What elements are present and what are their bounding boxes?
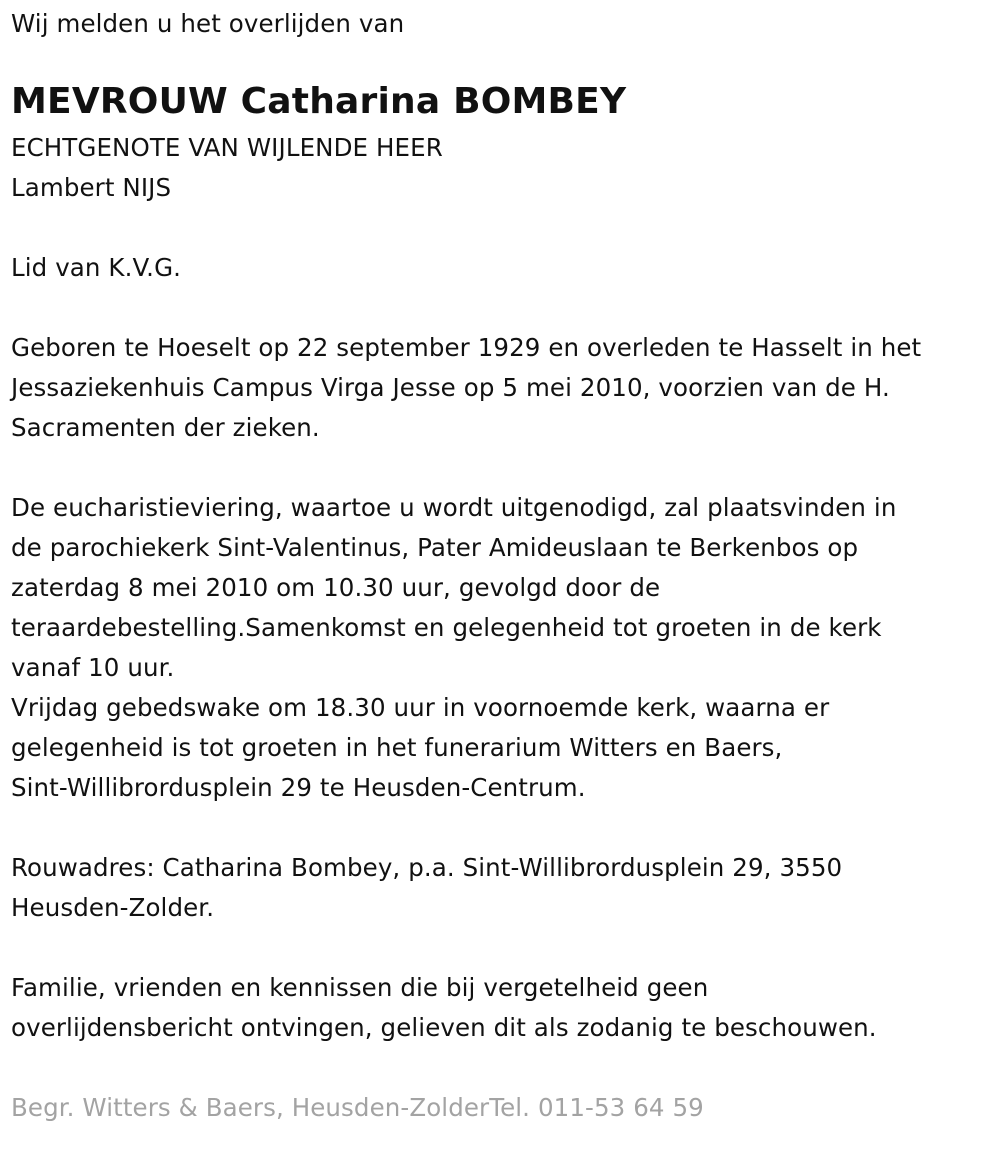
paragraph-line: zaterdag 8 mei 2010 om 10.30 uur, gevolgd door de: [11, 573, 661, 602]
paragraph-line: Familie, vrienden en kennissen die bij vergetelheid geen: [11, 973, 709, 1002]
paragraph-line: De eucharistieviering, waartoe u wordt uitgenodigd, zal plaatsvinden in: [11, 493, 897, 522]
spacer: [11, 208, 991, 248]
paragraph-line: Sint-Willibrordusplein 29 te Heusden-Centrum.: [11, 773, 586, 802]
paragraph-line: de parochiekerk Sint-Valentinus, Pater Amideuslaan te Berkenbos op: [11, 533, 859, 562]
ceremony-paragraph: [11, 488, 991, 808]
paragraph-line: Sacramenten der zieken.: [11, 413, 320, 442]
relation-line: ECHTGENOTE VAN WIJLENDE HEER: [11, 133, 443, 162]
spacer: [11, 448, 991, 488]
paragraph-line: gelegenheid is tot groeten in het funerarium Witters en Baers,: [11, 733, 783, 762]
paragraph-line: overlijdensbericht ontvingen, gelieven dit als zodanig te beschouwen.: [11, 1013, 877, 1042]
address-paragraph: [11, 848, 991, 928]
paragraph-line: Heusden-Zolder.: [11, 893, 215, 922]
spouse-name: Lambert NIJS: [11, 173, 172, 202]
birth-death-paragraph: [11, 328, 991, 448]
paragraph-line: vanaf 10 uur.: [11, 653, 175, 682]
funeral-home-footer: Begr. Witters & Baers, Heusden-ZolderTel. 011-53 64 59: [11, 1093, 704, 1122]
paragraph-line: Vrijdag gebedswake om 18.30 uur in voornoemde kerk, waarna er: [11, 693, 830, 722]
intro-text: Wij melden u het overlijden van: [11, 9, 405, 38]
paragraph-line: Jessaziekenhuis Campus Virga Jesse op 5 mei 2010, voorzien van de H.: [11, 373, 890, 402]
paragraph-line: Geboren te Hoeselt op 22 september 1929 en overleden te Hasselt in het: [11, 333, 922, 362]
paragraph-line: teraardebestelling.Samenkomst en gelegenheid tot groeten in de kerk: [11, 613, 882, 642]
deceased-name: MEVROUW Catharina BOMBEY: [11, 81, 627, 122]
spacer: [11, 928, 991, 968]
spacer: [11, 288, 991, 328]
spacer: [11, 1048, 991, 1088]
membership-text: Lid van K.V.G.: [11, 253, 182, 282]
paragraph-line: Rouwadres: Catharina Bombey, p.a. Sint-Willibrordusplein 29, 3550: [11, 853, 843, 882]
death-notice: [11, 4, 991, 1128]
notice-paragraph: [11, 968, 991, 1048]
spacer: [11, 808, 991, 848]
